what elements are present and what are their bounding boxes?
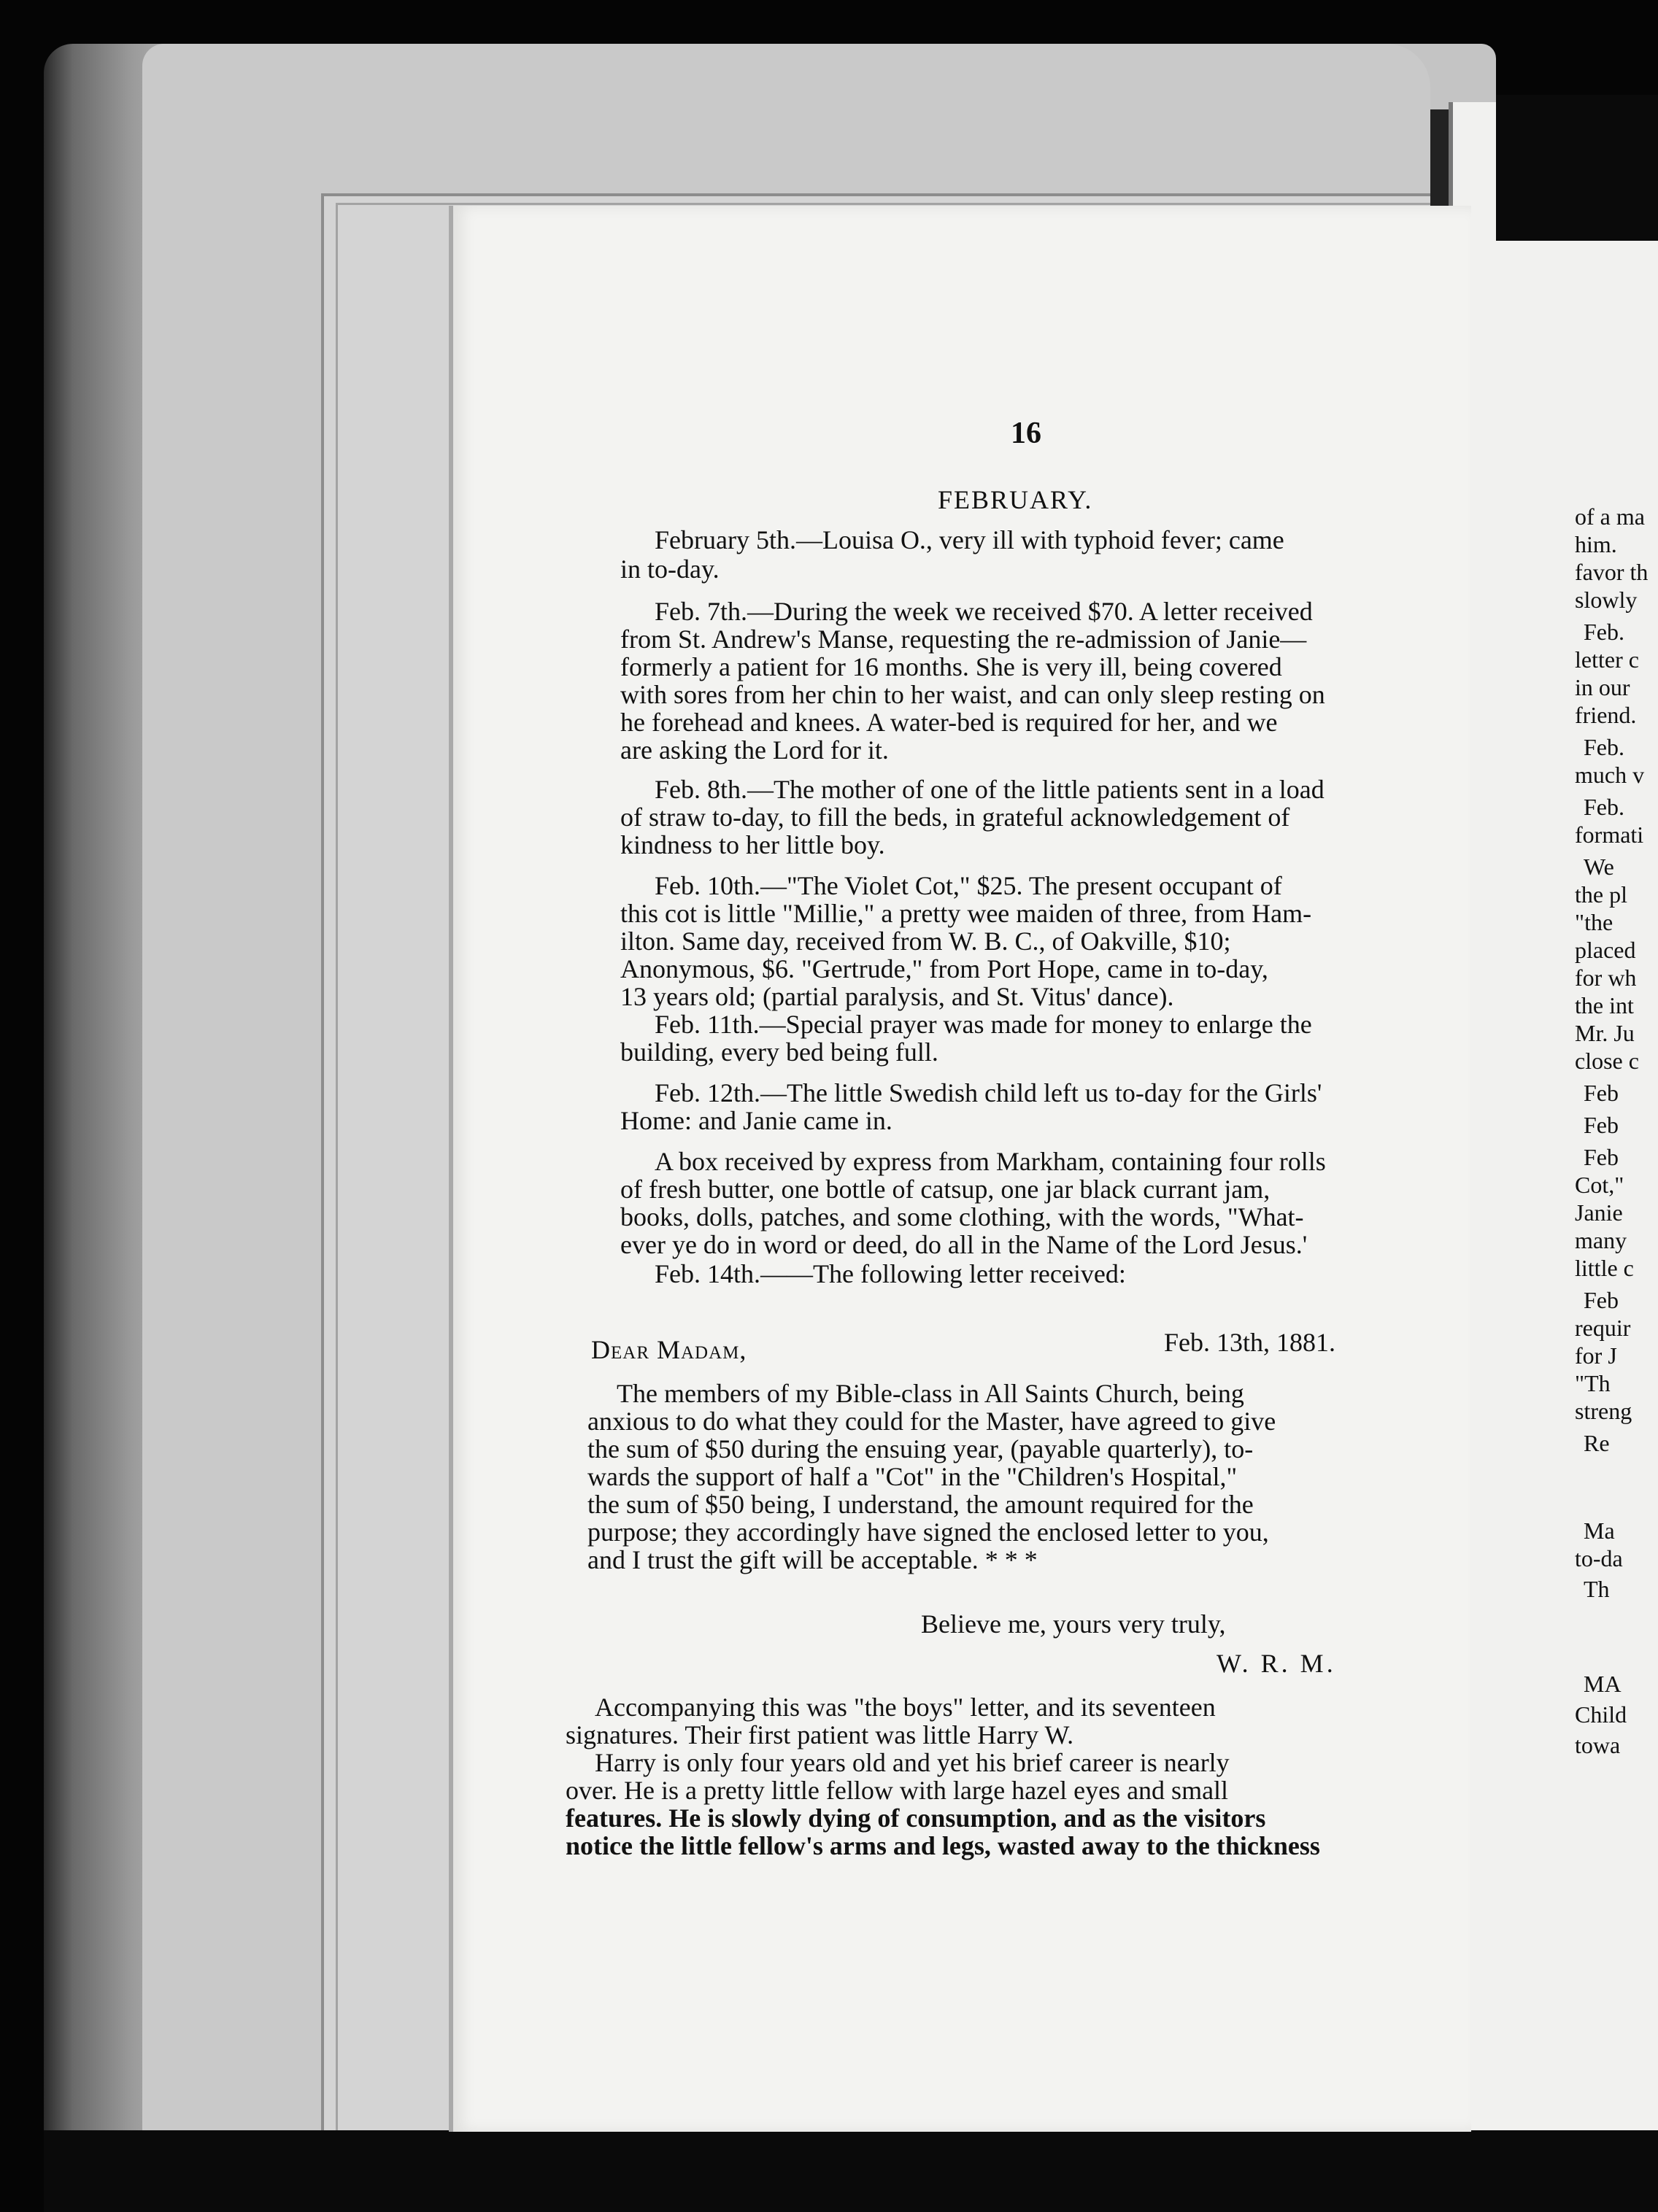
- facing-page-line: Janie: [1575, 1199, 1623, 1226]
- facing-page-line: Feb.: [1584, 794, 1624, 820]
- facing-page-line: for wh: [1575, 964, 1637, 991]
- harry-line: notice the little fellow's arms and legs, wasted away to the thickness: [566, 1831, 1320, 1860]
- facing-page-line: the pl: [1575, 881, 1627, 908]
- letter-date: Feb. 13th, 1881.: [1164, 1328, 1336, 1357]
- facing-page-line: placed: [1575, 937, 1636, 963]
- letter-line: and I trust the gift will be acceptable. * * *: [587, 1545, 1038, 1574]
- letter-line: the sum of $50 during the ensuing year, (payable quarterly), to-: [587, 1434, 1254, 1463]
- letter-salutation: Dear Madam,: [591, 1335, 747, 1364]
- harry-line: Harry is only four years old and yet his brief career is nearly: [595, 1748, 1230, 1777]
- letter-line: anxious to do what they could for the Master, have agreed to give: [587, 1407, 1276, 1436]
- facing-page-line: of a ma: [1575, 503, 1645, 530]
- facing-page-line: letter c: [1575, 646, 1639, 673]
- page-heading: FEBRUARY.: [938, 485, 1093, 514]
- harry-line: signatures. Their first patient was little Harry W.: [566, 1720, 1074, 1749]
- facing-page: [1449, 102, 1658, 2189]
- entry-line: in to-day.: [620, 554, 720, 584]
- entry-line: kindness to her little boy.: [620, 830, 885, 859]
- entry-line: Anonymous, $6. "Gertrude," from Port Hope, came in to-day,: [620, 954, 1268, 983]
- entry-line: from St. Andrew's Manse, requesting the re-admission of Janie—: [620, 624, 1307, 654]
- entry-line: of straw to-day, to fill the beds, in grateful acknowledgement of: [620, 803, 1290, 832]
- facing-page-line: MA: [1584, 1671, 1622, 1697]
- facing-page-line: "the: [1575, 909, 1613, 935]
- facing-page-line: many: [1575, 1227, 1627, 1253]
- facing-page-line: to-da: [1575, 1545, 1623, 1571]
- entry-line: February 5th.—Louisa O., very ill with typhoid fever; came: [655, 525, 1284, 554]
- facing-page-line: in our: [1575, 674, 1630, 700]
- letter-line: the sum of $50 being, I understand, the amount required for the: [587, 1490, 1254, 1519]
- entry-line: Home: and Janie came in.: [620, 1106, 892, 1135]
- facing-page-line: Ma: [1584, 1517, 1615, 1544]
- entry-line: ever ye do in word or deed, do all in the Name of the Lord Jesus.': [620, 1230, 1308, 1259]
- facing-page-line: requir: [1575, 1315, 1631, 1341]
- facing-page-line: We: [1584, 854, 1614, 880]
- letter-closing: Believe me, yours very truly,: [921, 1609, 1226, 1639]
- page-number: 16: [1011, 417, 1041, 450]
- entry-line: building, every bed being full.: [620, 1037, 938, 1067]
- facing-page-line: Th: [1584, 1576, 1610, 1602]
- facing-page-shadow: [1496, 95, 1658, 241]
- harry-line: Accompanying this was "the boys" letter, and its seventeen: [595, 1693, 1216, 1722]
- entry-line: Feb. 10th.—"The Violet Cot," $25. The present occupant of: [655, 871, 1282, 900]
- entry-line: he forehead and knees. A water-bed is required for her, and we: [620, 708, 1278, 737]
- facing-page-line: the int: [1575, 992, 1634, 1018]
- harry-line: over. He is a pretty little fellow with large hazel eyes and small: [566, 1776, 1229, 1805]
- facing-page-line: slowly: [1575, 587, 1638, 613]
- entry-line: books, dolls, patches, and some clothing, with the words, "What-: [620, 1202, 1304, 1231]
- facing-page-line: formati: [1575, 821, 1644, 848]
- entry-line: Feb. 14th.——The following letter received:: [655, 1259, 1126, 1288]
- facing-page-line: "Th: [1575, 1370, 1611, 1396]
- facing-page-line: Feb.: [1584, 734, 1624, 760]
- entry-line: Feb. 12th.—The little Swedish child left us to-day for the Girls': [655, 1078, 1322, 1107]
- letter-line: purpose; they accordingly have signed the enclosed letter to you,: [587, 1517, 1269, 1547]
- entry-line: of fresh butter, one bottle of catsup, one jar black currant jam,: [620, 1175, 1271, 1204]
- entry-line: Feb. 11th.—Special prayer was made for money to enlarge the: [655, 1010, 1312, 1039]
- entry-line: with sores from her chin to her waist, and can only sleep resting on: [620, 680, 1325, 709]
- facing-page-line: Mr. Ju: [1575, 1020, 1635, 1046]
- facing-page-line: Re: [1584, 1430, 1610, 1456]
- facing-page-line: close c: [1575, 1048, 1639, 1074]
- letter-line: The members of my Bible-class in All Saints Church, being: [617, 1379, 1244, 1408]
- entry-line: Feb. 7th.—During the week we received $70. A letter received: [655, 597, 1313, 626]
- letter-signature: W. R. M.: [1216, 1649, 1336, 1678]
- facing-page-line: much v: [1575, 762, 1645, 788]
- entry-line: formerly a patient for 16 months. She is very ill, being covered: [620, 652, 1282, 681]
- facing-page-line: little c: [1575, 1255, 1634, 1281]
- facing-page-line: Child: [1575, 1701, 1627, 1728]
- facing-page-line: favor th: [1575, 559, 1649, 585]
- facing-page-line: Feb: [1584, 1112, 1619, 1138]
- facing-page-line: him.: [1575, 531, 1617, 557]
- book-bottom-edge: [44, 2130, 1658, 2212]
- facing-page-line: Feb: [1584, 1080, 1619, 1106]
- facing-page-line: towa: [1575, 1732, 1621, 1758]
- entry-line: A box received by express from Markham, containing four rolls: [655, 1147, 1326, 1176]
- entry-line: are asking the Lord for it.: [620, 735, 889, 765]
- facing-page-line: for J: [1575, 1342, 1617, 1369]
- entry-line: this cot is little "Millie," a pretty wee maiden of three, from Ham-: [620, 899, 1312, 928]
- facing-page-line: streng: [1575, 1398, 1632, 1424]
- facing-page-line: Feb.: [1584, 619, 1624, 645]
- letter-line: wards the support of half a "Cot" in the "Children's Hospital,": [587, 1462, 1238, 1491]
- entry-line: Feb. 8th.—The mother of one of the little patients sent in a load: [655, 775, 1325, 804]
- harry-line: features. He is slowly dying of consumption, and as the visitors: [566, 1803, 1266, 1833]
- facing-page-line: Feb: [1584, 1144, 1619, 1170]
- facing-page-line: friend.: [1575, 702, 1637, 728]
- facing-page-line: Feb: [1584, 1287, 1619, 1313]
- entry-line: ilton. Same day, received from W. B. C., of Oakville, $10;: [620, 927, 1231, 956]
- entry-line: 13 years old; (partial paralysis, and St. Vitus' dance).: [620, 982, 1174, 1011]
- facing-page-line: Cot,": [1575, 1172, 1624, 1198]
